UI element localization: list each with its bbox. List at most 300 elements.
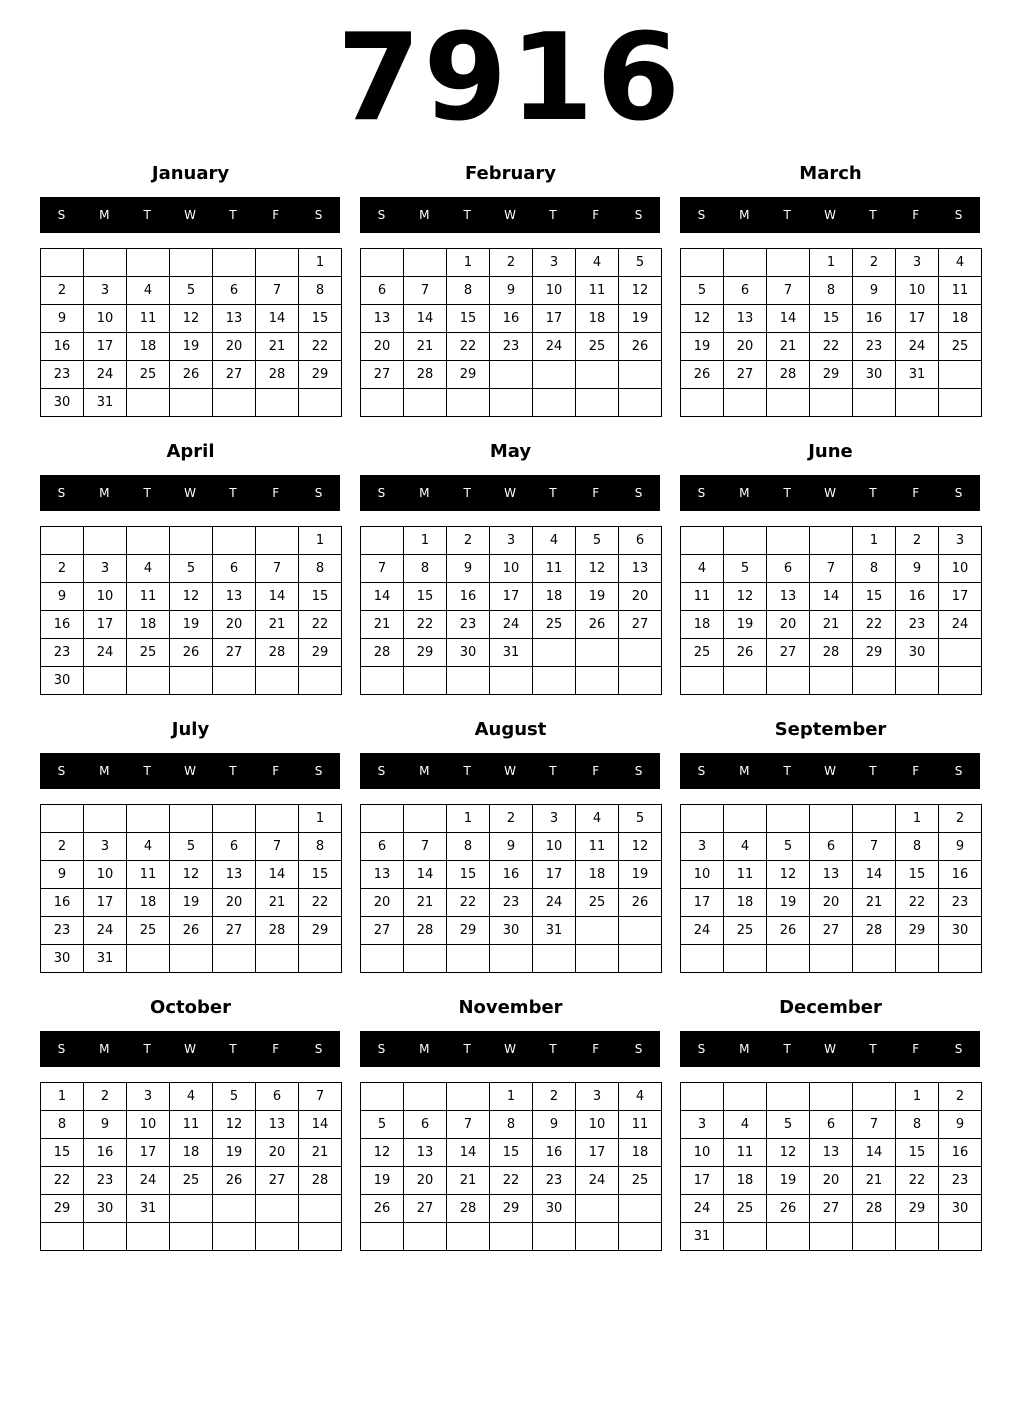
day-grid bbox=[40, 1082, 342, 1251]
empty-cell bbox=[41, 1223, 83, 1250]
day-cell: 10 bbox=[681, 861, 723, 888]
day-cell: 12 bbox=[576, 555, 618, 582]
day-cell: 5 bbox=[681, 277, 723, 304]
day-cell: 31 bbox=[84, 945, 126, 972]
day-cell: 13 bbox=[810, 1139, 852, 1166]
empty-cell bbox=[810, 1083, 852, 1110]
day-cell: 29 bbox=[299, 361, 341, 388]
month-name: August bbox=[474, 719, 547, 740]
day-cell: 22 bbox=[490, 1167, 532, 1194]
day-cell: 12 bbox=[170, 861, 212, 888]
day-cell: 9 bbox=[41, 305, 83, 332]
day-grid bbox=[360, 1082, 662, 1251]
empty-cell bbox=[127, 1223, 169, 1250]
day-cell: 24 bbox=[490, 611, 532, 638]
day-cell: 24 bbox=[533, 333, 575, 360]
day-cell: 15 bbox=[490, 1139, 532, 1166]
empty-cell bbox=[361, 249, 403, 276]
day-cell: 3 bbox=[84, 277, 126, 304]
day-cell: 4 bbox=[576, 249, 618, 276]
empty-cell bbox=[896, 667, 938, 694]
day-cell: 14 bbox=[256, 861, 298, 888]
day-cell: 5 bbox=[619, 249, 661, 276]
day-cell: 24 bbox=[681, 917, 723, 944]
empty-cell bbox=[576, 389, 618, 416]
day-cell: 16 bbox=[490, 861, 532, 888]
weekday-label: W bbox=[504, 1042, 516, 1056]
weekday-header bbox=[40, 753, 340, 789]
day-cell: 7 bbox=[256, 833, 298, 860]
weekday-label: W bbox=[184, 764, 196, 778]
empty-cell bbox=[84, 667, 126, 694]
empty-cell bbox=[533, 639, 575, 666]
empty-cell bbox=[213, 527, 255, 554]
day-cell: 13 bbox=[724, 305, 766, 332]
weekday-label: F bbox=[272, 486, 280, 500]
day-cell: 24 bbox=[533, 889, 575, 916]
day-cell: 16 bbox=[939, 861, 981, 888]
day-grid bbox=[680, 248, 982, 417]
day-cell: 24 bbox=[127, 1167, 169, 1194]
weekday-label: S bbox=[314, 764, 323, 778]
day-cell: 3 bbox=[533, 249, 575, 276]
empty-cell bbox=[404, 1083, 446, 1110]
day-cell: 13 bbox=[404, 1139, 446, 1166]
weekday-label: T bbox=[463, 764, 471, 778]
day-cell: 28 bbox=[853, 1195, 895, 1222]
day-cell: 11 bbox=[681, 583, 723, 610]
month-name: April bbox=[166, 441, 215, 462]
day-cell: 26 bbox=[576, 611, 618, 638]
day-cell: 27 bbox=[810, 917, 852, 944]
empty-cell bbox=[404, 389, 446, 416]
day-cell: 30 bbox=[939, 1195, 981, 1222]
day-cell: 23 bbox=[447, 611, 489, 638]
day-cell: 26 bbox=[361, 1195, 403, 1222]
day-cell: 25 bbox=[619, 1167, 661, 1194]
weekday-label: M bbox=[99, 486, 110, 500]
empty-cell bbox=[84, 1223, 126, 1250]
day-grid bbox=[360, 804, 662, 973]
empty-cell bbox=[767, 527, 809, 554]
day-cell: 20 bbox=[256, 1139, 298, 1166]
day-cell: 13 bbox=[767, 583, 809, 610]
empty-cell bbox=[896, 945, 938, 972]
day-cell: 17 bbox=[681, 1167, 723, 1194]
day-cell: 7 bbox=[810, 555, 852, 582]
empty-cell bbox=[41, 805, 83, 832]
day-cell: 6 bbox=[404, 1111, 446, 1138]
weekday-label: T bbox=[869, 1042, 877, 1056]
weekday-label: S bbox=[377, 486, 386, 500]
weekday-label: T bbox=[229, 486, 237, 500]
day-cell: 17 bbox=[84, 889, 126, 916]
day-cell: 27 bbox=[404, 1195, 446, 1222]
weekday-label: W bbox=[824, 764, 836, 778]
day-cell: 3 bbox=[939, 527, 981, 554]
day-cell: 7 bbox=[404, 833, 446, 860]
weekday-label: S bbox=[954, 208, 963, 222]
day-cell: 17 bbox=[533, 861, 575, 888]
day-cell: 26 bbox=[681, 361, 723, 388]
day-cell: 23 bbox=[939, 1167, 981, 1194]
weekday-label: T bbox=[869, 208, 877, 222]
empty-cell bbox=[576, 945, 618, 972]
day-cell: 14 bbox=[256, 305, 298, 332]
day-cell: 28 bbox=[256, 361, 298, 388]
weekday-label: S bbox=[314, 486, 323, 500]
empty-cell bbox=[447, 945, 489, 972]
weekday-label: M bbox=[419, 486, 430, 500]
day-cell: 3 bbox=[681, 833, 723, 860]
day-cell: 2 bbox=[896, 527, 938, 554]
empty-cell bbox=[361, 1223, 403, 1250]
day-cell: 27 bbox=[213, 639, 255, 666]
day-cell: 6 bbox=[213, 833, 255, 860]
day-cell: 1 bbox=[896, 1083, 938, 1110]
day-cell: 2 bbox=[41, 555, 83, 582]
day-cell: 1 bbox=[299, 527, 341, 554]
empty-cell bbox=[170, 249, 212, 276]
empty-cell bbox=[299, 945, 341, 972]
day-cell: 4 bbox=[619, 1083, 661, 1110]
day-cell: 16 bbox=[41, 889, 83, 916]
day-cell: 4 bbox=[127, 833, 169, 860]
empty-cell bbox=[299, 667, 341, 694]
weekday-header bbox=[360, 1031, 660, 1067]
day-cell: 25 bbox=[724, 917, 766, 944]
day-cell: 27 bbox=[361, 917, 403, 944]
weekday-label: W bbox=[184, 208, 196, 222]
empty-cell bbox=[767, 805, 809, 832]
empty-cell bbox=[127, 945, 169, 972]
day-cell: 16 bbox=[853, 305, 895, 332]
weekday-label: M bbox=[99, 764, 110, 778]
day-cell: 18 bbox=[619, 1139, 661, 1166]
day-cell: 6 bbox=[724, 277, 766, 304]
day-cell: 30 bbox=[41, 667, 83, 694]
day-cell: 22 bbox=[404, 611, 446, 638]
weekday-label: T bbox=[463, 208, 471, 222]
day-cell: 20 bbox=[361, 333, 403, 360]
day-cell: 29 bbox=[41, 1195, 83, 1222]
empty-cell bbox=[939, 389, 981, 416]
day-cell: 31 bbox=[533, 917, 575, 944]
empty-cell bbox=[127, 389, 169, 416]
day-cell: 13 bbox=[256, 1111, 298, 1138]
empty-cell bbox=[404, 1223, 446, 1250]
weekday-label: S bbox=[954, 486, 963, 500]
empty-cell bbox=[767, 1083, 809, 1110]
weekday-label: S bbox=[634, 1042, 643, 1056]
day-cell: 3 bbox=[681, 1111, 723, 1138]
day-cell: 12 bbox=[619, 277, 661, 304]
day-cell: 15 bbox=[896, 1139, 938, 1166]
empty-cell bbox=[404, 805, 446, 832]
day-cell: 4 bbox=[724, 1111, 766, 1138]
weekday-label: F bbox=[912, 486, 920, 500]
weekday-label: T bbox=[783, 486, 791, 500]
day-cell: 8 bbox=[299, 833, 341, 860]
empty-cell bbox=[490, 945, 532, 972]
day-cell: 24 bbox=[576, 1167, 618, 1194]
day-grid bbox=[680, 526, 982, 695]
weekday-label: S bbox=[57, 764, 66, 778]
day-cell: 17 bbox=[490, 583, 532, 610]
day-cell: 2 bbox=[447, 527, 489, 554]
day-cell: 7 bbox=[853, 1111, 895, 1138]
day-cell: 3 bbox=[533, 805, 575, 832]
empty-cell bbox=[404, 667, 446, 694]
weekday-label: S bbox=[314, 1042, 323, 1056]
weekday-label: T bbox=[229, 208, 237, 222]
weekday-label: M bbox=[419, 1042, 430, 1056]
day-cell: 2 bbox=[490, 249, 532, 276]
day-cell: 24 bbox=[84, 917, 126, 944]
day-cell: 5 bbox=[576, 527, 618, 554]
day-cell: 26 bbox=[213, 1167, 255, 1194]
weekday-label: S bbox=[314, 208, 323, 222]
empty-cell bbox=[213, 389, 255, 416]
empty-cell bbox=[533, 361, 575, 388]
weekday-label: S bbox=[697, 1042, 706, 1056]
empty-cell bbox=[681, 667, 723, 694]
weekday-label: F bbox=[912, 208, 920, 222]
weekday-label: W bbox=[504, 486, 516, 500]
weekday-label: F bbox=[272, 208, 280, 222]
day-cell: 11 bbox=[576, 833, 618, 860]
empty-cell bbox=[724, 667, 766, 694]
day-cell: 30 bbox=[853, 361, 895, 388]
empty-cell bbox=[84, 805, 126, 832]
empty-cell bbox=[490, 1223, 532, 1250]
empty-cell bbox=[810, 527, 852, 554]
day-cell: 12 bbox=[213, 1111, 255, 1138]
day-cell: 24 bbox=[896, 333, 938, 360]
weekday-label: T bbox=[549, 208, 557, 222]
day-cell: 16 bbox=[41, 333, 83, 360]
day-cell: 16 bbox=[490, 305, 532, 332]
day-cell: 20 bbox=[213, 333, 255, 360]
day-cell: 24 bbox=[84, 639, 126, 666]
day-cell: 15 bbox=[299, 583, 341, 610]
empty-cell bbox=[533, 1223, 575, 1250]
empty-cell bbox=[299, 389, 341, 416]
day-cell: 3 bbox=[490, 527, 532, 554]
weekday-label: S bbox=[697, 764, 706, 778]
day-cell: 8 bbox=[447, 277, 489, 304]
day-cell: 19 bbox=[361, 1167, 403, 1194]
day-cell: 28 bbox=[256, 639, 298, 666]
day-cell: 23 bbox=[41, 917, 83, 944]
day-cell: 22 bbox=[896, 889, 938, 916]
weekday-label: M bbox=[739, 764, 750, 778]
weekday-label: S bbox=[57, 486, 66, 500]
weekday-label: W bbox=[184, 486, 196, 500]
empty-cell bbox=[490, 389, 532, 416]
empty-cell bbox=[853, 1083, 895, 1110]
empty-cell bbox=[213, 249, 255, 276]
empty-cell bbox=[127, 527, 169, 554]
day-cell: 20 bbox=[767, 611, 809, 638]
empty-cell bbox=[490, 361, 532, 388]
day-cell: 28 bbox=[447, 1195, 489, 1222]
day-cell: 30 bbox=[84, 1195, 126, 1222]
weekday-label: F bbox=[272, 1042, 280, 1056]
empty-cell bbox=[896, 1223, 938, 1250]
empty-cell bbox=[853, 945, 895, 972]
day-cell: 21 bbox=[299, 1139, 341, 1166]
empty-cell bbox=[576, 639, 618, 666]
weekday-label: W bbox=[504, 208, 516, 222]
day-cell: 14 bbox=[299, 1111, 341, 1138]
day-grid bbox=[680, 1082, 982, 1251]
weekday-label: F bbox=[592, 208, 600, 222]
day-cell: 16 bbox=[939, 1139, 981, 1166]
day-cell: 4 bbox=[939, 249, 981, 276]
weekday-label: S bbox=[954, 1042, 963, 1056]
empty-cell bbox=[767, 667, 809, 694]
day-cell: 26 bbox=[767, 1195, 809, 1222]
day-cell: 29 bbox=[299, 917, 341, 944]
day-cell: 9 bbox=[490, 833, 532, 860]
empty-cell bbox=[724, 945, 766, 972]
day-cell: 9 bbox=[490, 277, 532, 304]
empty-cell bbox=[41, 249, 83, 276]
empty-cell bbox=[213, 945, 255, 972]
day-cell: 31 bbox=[681, 1223, 723, 1250]
day-cell: 22 bbox=[810, 333, 852, 360]
weekday-label: T bbox=[869, 764, 877, 778]
empty-cell bbox=[939, 1223, 981, 1250]
day-cell: 19 bbox=[767, 1167, 809, 1194]
day-cell: 20 bbox=[404, 1167, 446, 1194]
day-cell: 8 bbox=[490, 1111, 532, 1138]
day-cell: 12 bbox=[170, 305, 212, 332]
weekday-label: T bbox=[869, 486, 877, 500]
day-cell: 30 bbox=[896, 639, 938, 666]
day-cell: 26 bbox=[170, 917, 212, 944]
empty-cell bbox=[576, 917, 618, 944]
empty-cell bbox=[576, 361, 618, 388]
empty-cell bbox=[853, 805, 895, 832]
day-cell: 29 bbox=[299, 639, 341, 666]
day-cell: 22 bbox=[447, 333, 489, 360]
day-cell: 14 bbox=[256, 583, 298, 610]
day-cell: 29 bbox=[447, 917, 489, 944]
day-cell: 5 bbox=[213, 1083, 255, 1110]
day-cell: 20 bbox=[724, 333, 766, 360]
weekday-label: T bbox=[783, 1042, 791, 1056]
day-cell: 7 bbox=[404, 277, 446, 304]
empty-cell bbox=[256, 389, 298, 416]
day-cell: 19 bbox=[619, 861, 661, 888]
weekday-label: T bbox=[143, 1042, 151, 1056]
empty-cell bbox=[681, 527, 723, 554]
month-name: June bbox=[808, 441, 853, 462]
year-title: 7916 bbox=[337, 9, 683, 148]
day-cell: 3 bbox=[576, 1083, 618, 1110]
day-cell: 25 bbox=[170, 1167, 212, 1194]
day-cell: 6 bbox=[361, 833, 403, 860]
day-cell: 28 bbox=[299, 1167, 341, 1194]
day-cell: 9 bbox=[939, 833, 981, 860]
empty-cell bbox=[939, 945, 981, 972]
empty-cell bbox=[84, 249, 126, 276]
day-cell: 29 bbox=[404, 639, 446, 666]
empty-cell bbox=[170, 1195, 212, 1222]
empty-cell bbox=[896, 389, 938, 416]
empty-cell bbox=[299, 1195, 341, 1222]
day-cell: 26 bbox=[619, 889, 661, 916]
empty-cell bbox=[724, 1083, 766, 1110]
empty-cell bbox=[619, 361, 661, 388]
day-cell: 30 bbox=[41, 389, 83, 416]
empty-cell bbox=[724, 249, 766, 276]
weekday-label: F bbox=[592, 764, 600, 778]
day-cell: 13 bbox=[361, 305, 403, 332]
weekday-label: T bbox=[783, 764, 791, 778]
day-cell: 10 bbox=[533, 277, 575, 304]
day-cell: 27 bbox=[213, 361, 255, 388]
day-cell: 8 bbox=[896, 833, 938, 860]
empty-cell bbox=[619, 389, 661, 416]
weekday-label: F bbox=[912, 1042, 920, 1056]
day-cell: 15 bbox=[299, 861, 341, 888]
day-cell: 6 bbox=[361, 277, 403, 304]
day-cell: 30 bbox=[533, 1195, 575, 1222]
day-cell: 8 bbox=[447, 833, 489, 860]
weekday-header bbox=[680, 753, 980, 789]
day-cell: 17 bbox=[939, 583, 981, 610]
month-name: May bbox=[489, 441, 532, 462]
weekday-label: T bbox=[143, 208, 151, 222]
day-cell: 16 bbox=[896, 583, 938, 610]
day-cell: 4 bbox=[127, 555, 169, 582]
day-cell: 1 bbox=[404, 527, 446, 554]
day-cell: 4 bbox=[170, 1083, 212, 1110]
day-cell: 18 bbox=[127, 889, 169, 916]
empty-cell bbox=[724, 805, 766, 832]
weekday-label: M bbox=[739, 1042, 750, 1056]
day-cell: 28 bbox=[853, 917, 895, 944]
empty-cell bbox=[213, 1195, 255, 1222]
day-cell: 2 bbox=[939, 805, 981, 832]
empty-cell bbox=[170, 527, 212, 554]
day-cell: 27 bbox=[724, 361, 766, 388]
empty-cell bbox=[619, 945, 661, 972]
empty-cell bbox=[447, 389, 489, 416]
empty-cell bbox=[256, 249, 298, 276]
day-grid bbox=[40, 526, 342, 695]
day-cell: 4 bbox=[533, 527, 575, 554]
empty-cell bbox=[447, 1083, 489, 1110]
day-cell: 4 bbox=[681, 555, 723, 582]
day-cell: 25 bbox=[127, 917, 169, 944]
day-cell: 28 bbox=[256, 917, 298, 944]
day-cell: 11 bbox=[724, 861, 766, 888]
weekday-label: W bbox=[824, 486, 836, 500]
day-cell: 10 bbox=[490, 555, 532, 582]
weekday-label: S bbox=[697, 208, 706, 222]
day-cell: 19 bbox=[724, 611, 766, 638]
day-cell: 22 bbox=[447, 889, 489, 916]
day-cell: 5 bbox=[619, 805, 661, 832]
day-cell: 19 bbox=[681, 333, 723, 360]
day-grid bbox=[360, 526, 662, 695]
day-cell: 5 bbox=[767, 833, 809, 860]
day-cell: 4 bbox=[127, 277, 169, 304]
